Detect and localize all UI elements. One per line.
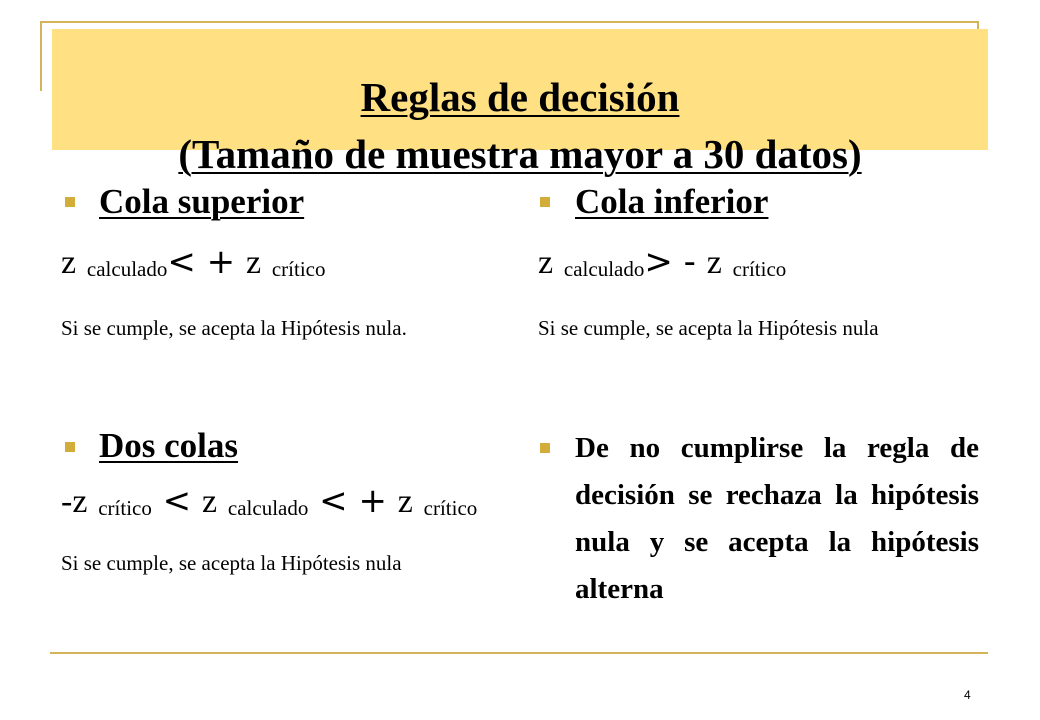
heading-lower-tail: Cola inferior (575, 182, 769, 221)
bullet-square-icon (65, 442, 75, 452)
page-number: 4 (964, 688, 971, 702)
bullet-square-icon (540, 197, 550, 207)
frame-left-line (40, 21, 42, 91)
frame-bottom-line (50, 652, 988, 654)
conclusion-text: De no cumplirse la regla de decisión se rechaza la hipótesis nula y se acepta la hipótesis alterna (575, 432, 979, 605)
frame-top-line (40, 21, 979, 23)
heading-two-tails: Dos colas (99, 426, 239, 465)
note-two-tails: Si se cumple, se acepta la Hipótesis nula (61, 551, 402, 575)
note-upper-tail: Si se cumple, se acepta la Hipótesis nula. (61, 316, 407, 340)
formula-lower-tail: z calculado> - z crítico (538, 242, 787, 282)
note-lower-tail: Si se cumple, se acepta la Hipótesis nula (538, 316, 879, 340)
formula-two-tails: -z crítico < z calculado < + z crítico (61, 481, 478, 521)
bullet-square-icon (540, 443, 550, 453)
slide-title: Reglas de decisión (360, 74, 680, 120)
slide-subtitle: (Tamaño de muestra mayor a 30 datos) (178, 131, 862, 177)
formula-upper-tail: z calculado< + z crítico (61, 242, 326, 282)
heading-upper-tail: Cola superior (99, 182, 305, 221)
title-band (52, 29, 988, 177)
bullet-square-icon (65, 197, 75, 207)
